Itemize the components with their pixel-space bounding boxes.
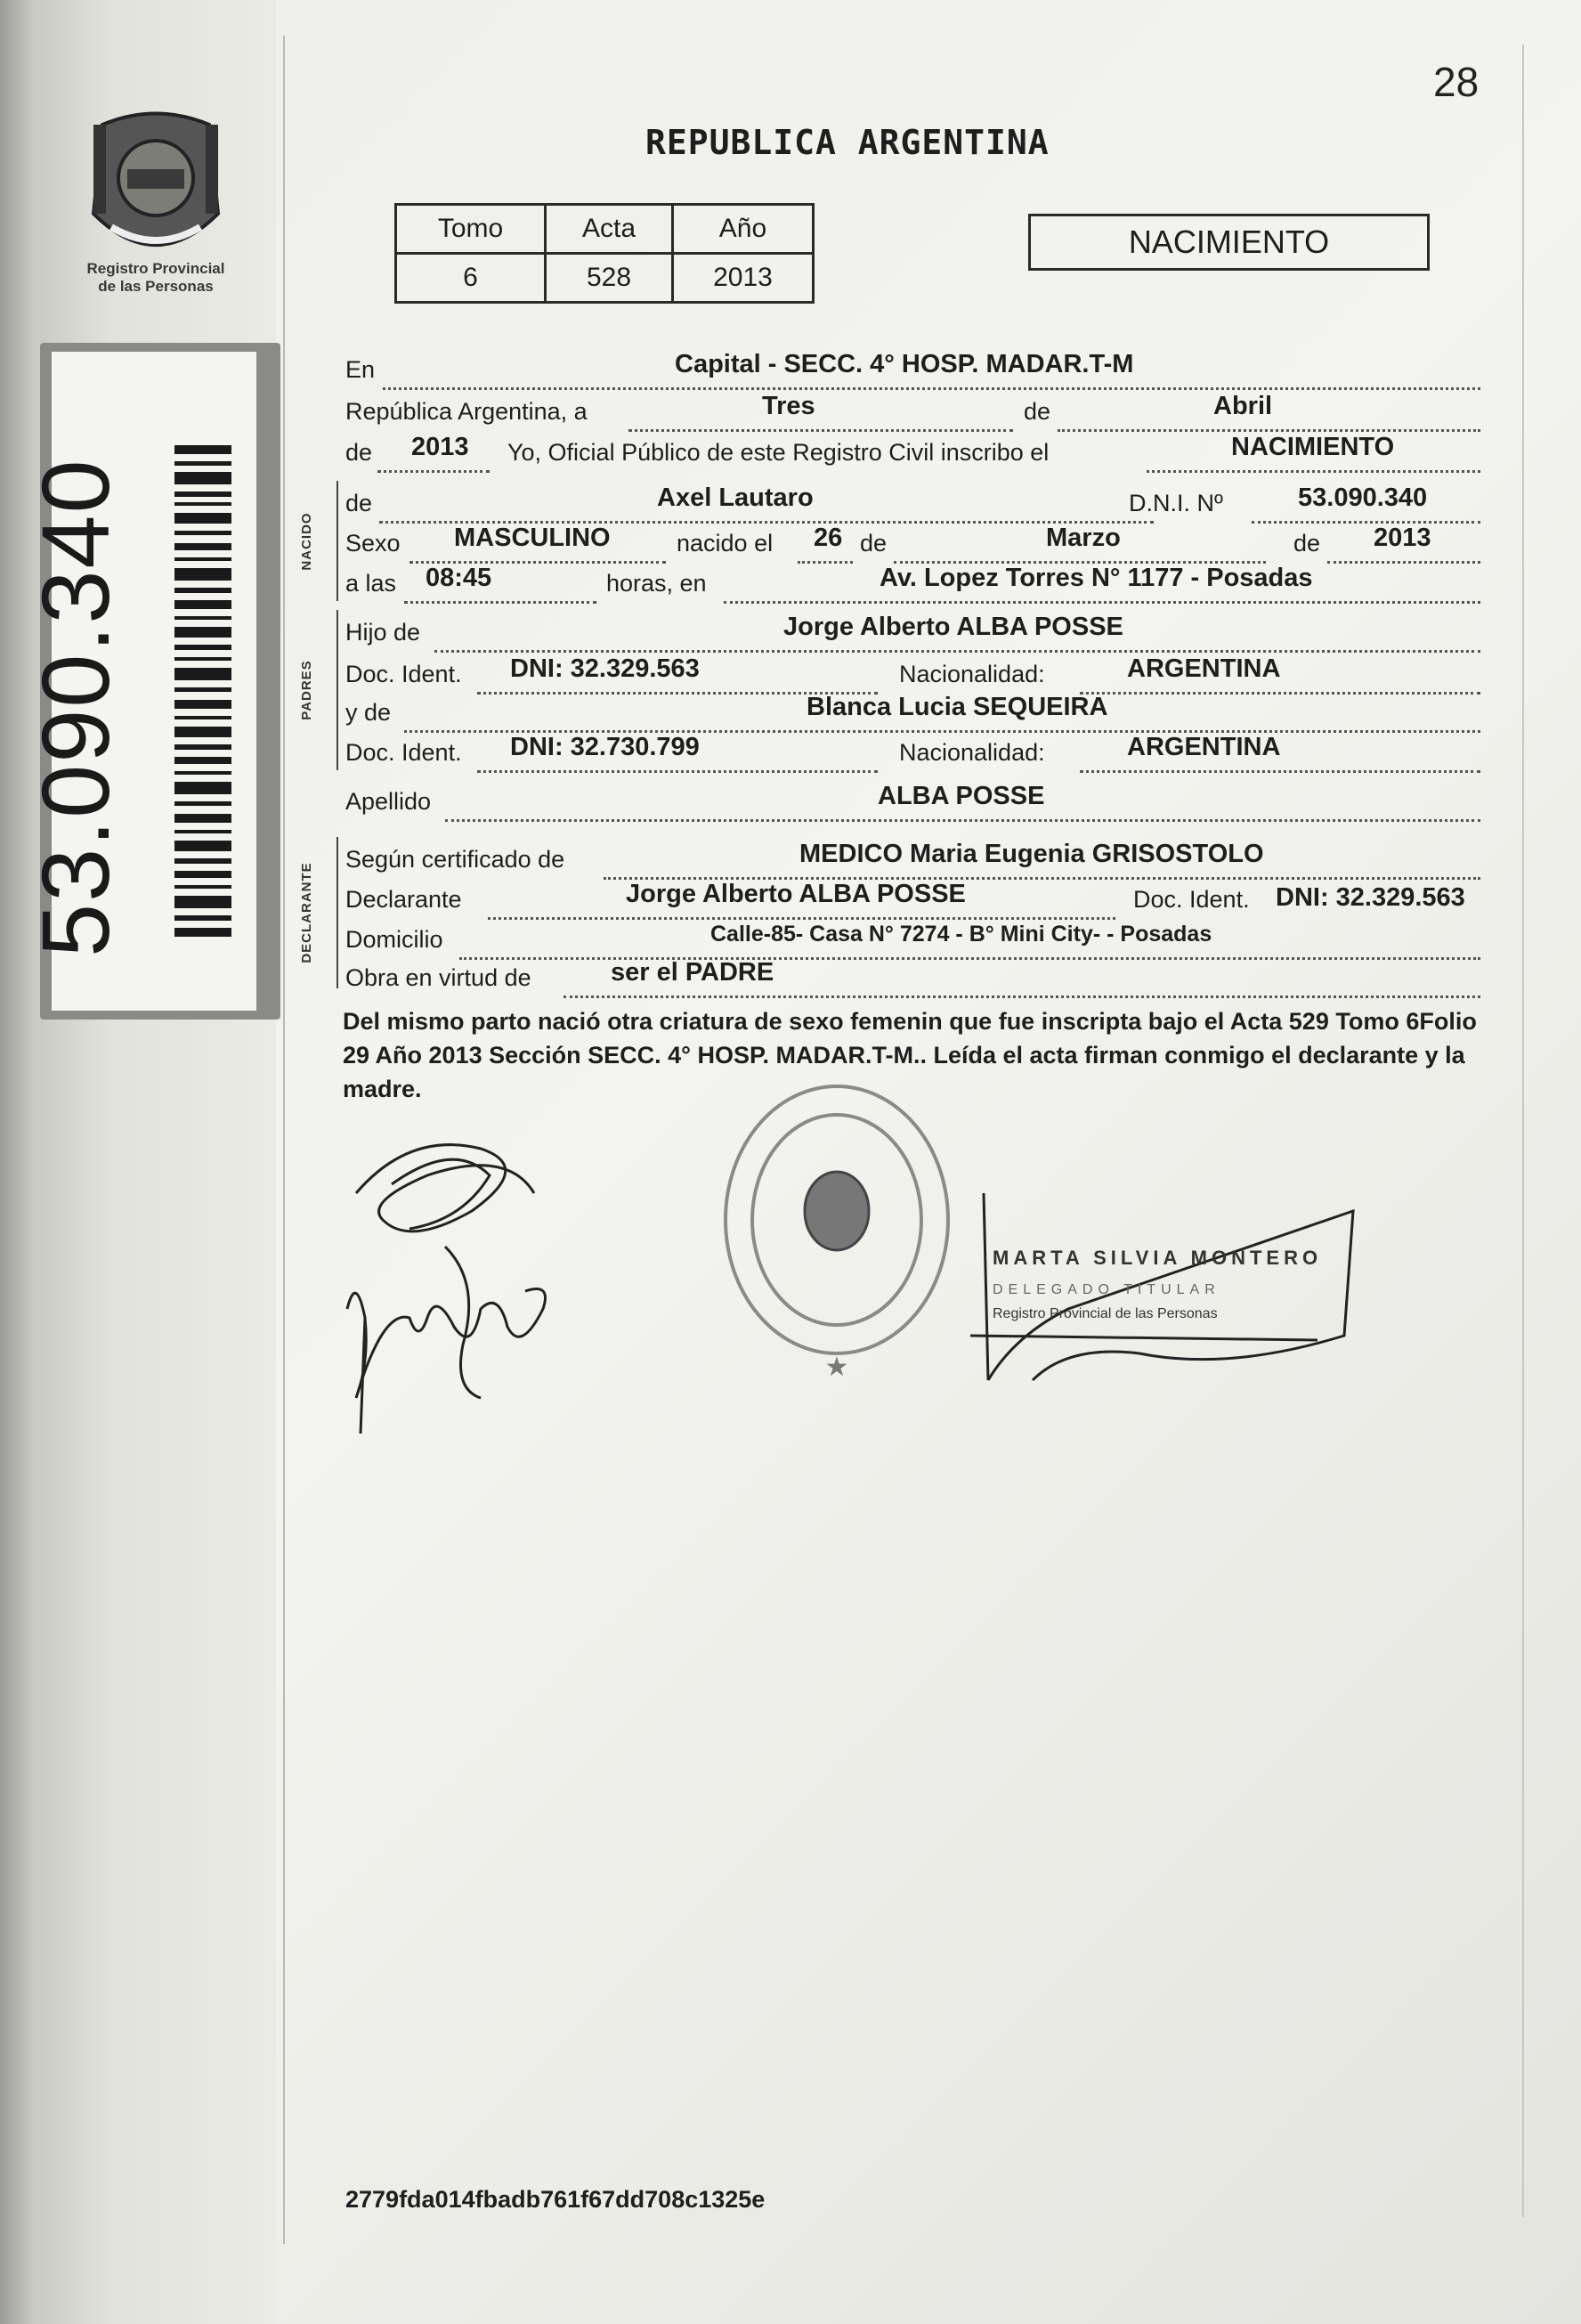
en-value: Capital - SECC. 4° HOSP. MADAR.T-M (675, 350, 1134, 378)
row-domicilio (345, 922, 1489, 957)
row-apellido (345, 784, 1489, 819)
republica-label: República Argentina, a (345, 398, 588, 425)
padre-doc-label: Doc. Ident. (345, 661, 462, 687)
intro-inscribo: NACIMIENTO (1231, 433, 1395, 461)
nacido-anio: 2013 (1374, 524, 1431, 552)
declarante-nombre: Jorge Alberto ALBA POSSE (626, 880, 966, 908)
dotted-line (628, 394, 1013, 432)
header-acta: Acta (546, 205, 673, 254)
hijo-label: Hijo de (345, 619, 421, 646)
header-anio: Año (673, 205, 814, 254)
domicilio-value: Calle-85- Casa N° 7274 - B° Mini City- - Posadas (710, 922, 1212, 947)
nacido-nombre: Axel Lautaro (657, 483, 814, 512)
padres-bracket (336, 610, 338, 770)
padres-group-label: PADRES (299, 660, 314, 720)
sexo-label: Sexo (345, 530, 401, 557)
barcode-number: 53.090.340 (21, 458, 129, 957)
madre-nac-label: Nacionalidad: (899, 739, 1045, 766)
declarante-group-label: DECLARANTE (299, 862, 314, 963)
row-madre-doc (345, 735, 1489, 770)
yde-label: y de (345, 699, 392, 726)
intro-mes: Abril (1213, 392, 1273, 420)
value-acta: 528 (546, 254, 673, 303)
nacido-hora: 08:45 (426, 564, 492, 592)
nacido-el-label: nacido el (677, 530, 774, 557)
madre-nac: ARGENTINA (1127, 733, 1281, 761)
registry-seal-icon (703, 1069, 970, 1407)
intro-dia: Tres (762, 392, 815, 420)
margin-rule (283, 36, 285, 2244)
reference-header-row (396, 205, 814, 254)
madre-doc: DNI: 32.730.799 (510, 733, 700, 761)
row-inscribo (345, 435, 1489, 470)
row-padre-doc (345, 656, 1489, 692)
registry-label-line1: Registro Provincial (86, 260, 225, 277)
nacido-de3-label: de (1293, 530, 1321, 557)
right-rule (1522, 45, 1524, 2217)
nacido-bracket (336, 481, 338, 601)
padre-nombre: Jorge Alberto ALBA POSSE (783, 613, 1123, 641)
page-number: 28 (1433, 59, 1480, 105)
padre-nac: ARGENTINA (1127, 654, 1281, 683)
madre-doc-label: Doc. Ident. (345, 739, 462, 766)
row-declarante (345, 882, 1489, 917)
registry-label-line2: de las Personas (98, 278, 214, 295)
a-las-label: a las (345, 570, 397, 597)
official-name: MARTA SILVIA MONTERO (993, 1247, 1323, 1269)
certificado-value: MEDICO Maria Eugenia GRISOSTOLO (799, 840, 1264, 868)
official-role: DELEGADO TITULAR (993, 1282, 1220, 1297)
reference-table (394, 203, 815, 304)
row-hora (345, 565, 1489, 601)
row-nombre (345, 485, 1489, 521)
apellido-value: ALBA POSSE (878, 782, 1045, 810)
nacido-mes: Marzo (1046, 524, 1121, 552)
record-type-box: NACIMIENTO (1028, 214, 1430, 271)
row-sexo (345, 525, 1489, 561)
declarante-bracket (336, 837, 338, 988)
oficial-text: Yo, Oficial Público de este Registro Civil inscribo el (507, 439, 1050, 466)
row-en (345, 352, 1489, 387)
declarante-doc: DNI: 32.329.563 (1276, 883, 1465, 912)
declarante-label: Declarante (345, 886, 462, 913)
declarant-signature-icon (329, 1113, 596, 1451)
row-padre (345, 614, 1489, 650)
row-republica (345, 394, 1489, 429)
horas-label: horas, en (606, 570, 707, 597)
header-tomo: Tomo (396, 205, 546, 254)
reference-value-row (396, 254, 814, 303)
official-org: Registro Provincial de las Personas (993, 1306, 1218, 1321)
barcode-icon (174, 445, 231, 944)
value-anio: 2013 (673, 254, 814, 303)
value-tomo: 6 (396, 254, 546, 303)
madre-nombre: Blanca Lucia SEQUEIRA (807, 693, 1108, 721)
obra-value: ser el PADRE (611, 958, 774, 987)
obra-label: Obra en virtud de (345, 964, 531, 991)
apellido-label: Apellido (345, 788, 432, 815)
certificado-label: Según certificado de (345, 846, 565, 873)
row-obra (345, 960, 1489, 995)
svg-text:★: ★ (824, 1353, 849, 1382)
document-hash: 2779fda014fbadb761f67dd708c1325e (345, 2186, 766, 2213)
nacido-group-label: NACIDO (299, 512, 314, 571)
registry-emblem-icon (85, 107, 227, 272)
domicilio-label: Domicilio (345, 926, 443, 953)
nacido-dia: 26 (814, 524, 843, 552)
padre-doc: DNI: 32.329.563 (510, 654, 700, 683)
en-label: En (345, 356, 376, 383)
padre-nac-label: Nacionalidad: (899, 661, 1045, 687)
de2-label: de (345, 439, 373, 466)
row-madre (345, 695, 1489, 730)
declarante-doc-label: Doc. Ident. (1133, 886, 1250, 913)
nacido-de-label: de (345, 490, 373, 516)
nacido-de2-label: de (860, 530, 888, 557)
additional-note: Del mismo parto nació otra criatura de sexo femenin que fue inscripta bajo el Acta 529 Tomo 6Folio 29 Año 2013 Sección SECC. 4° HOSP. MADAR.T-M.. Leída el acta firman conmigo el declarante y la madre. (343, 1008, 1477, 1102)
intro-anio: 2013 (411, 433, 469, 461)
nacido-lugar: Av. Lopez Torres N° 1177 - Posadas (880, 564, 1313, 592)
document-title: REPUBLICA ARGENTINA (645, 123, 1050, 162)
de-label: de (1024, 398, 1051, 425)
row-certificado (345, 841, 1489, 877)
nacido-dni: 53.090.340 (1298, 483, 1428, 512)
nacido-sexo: MASCULINO (454, 524, 611, 552)
dni-label: D.N.I. Nº (1129, 490, 1223, 516)
registry-label (62, 260, 249, 296)
